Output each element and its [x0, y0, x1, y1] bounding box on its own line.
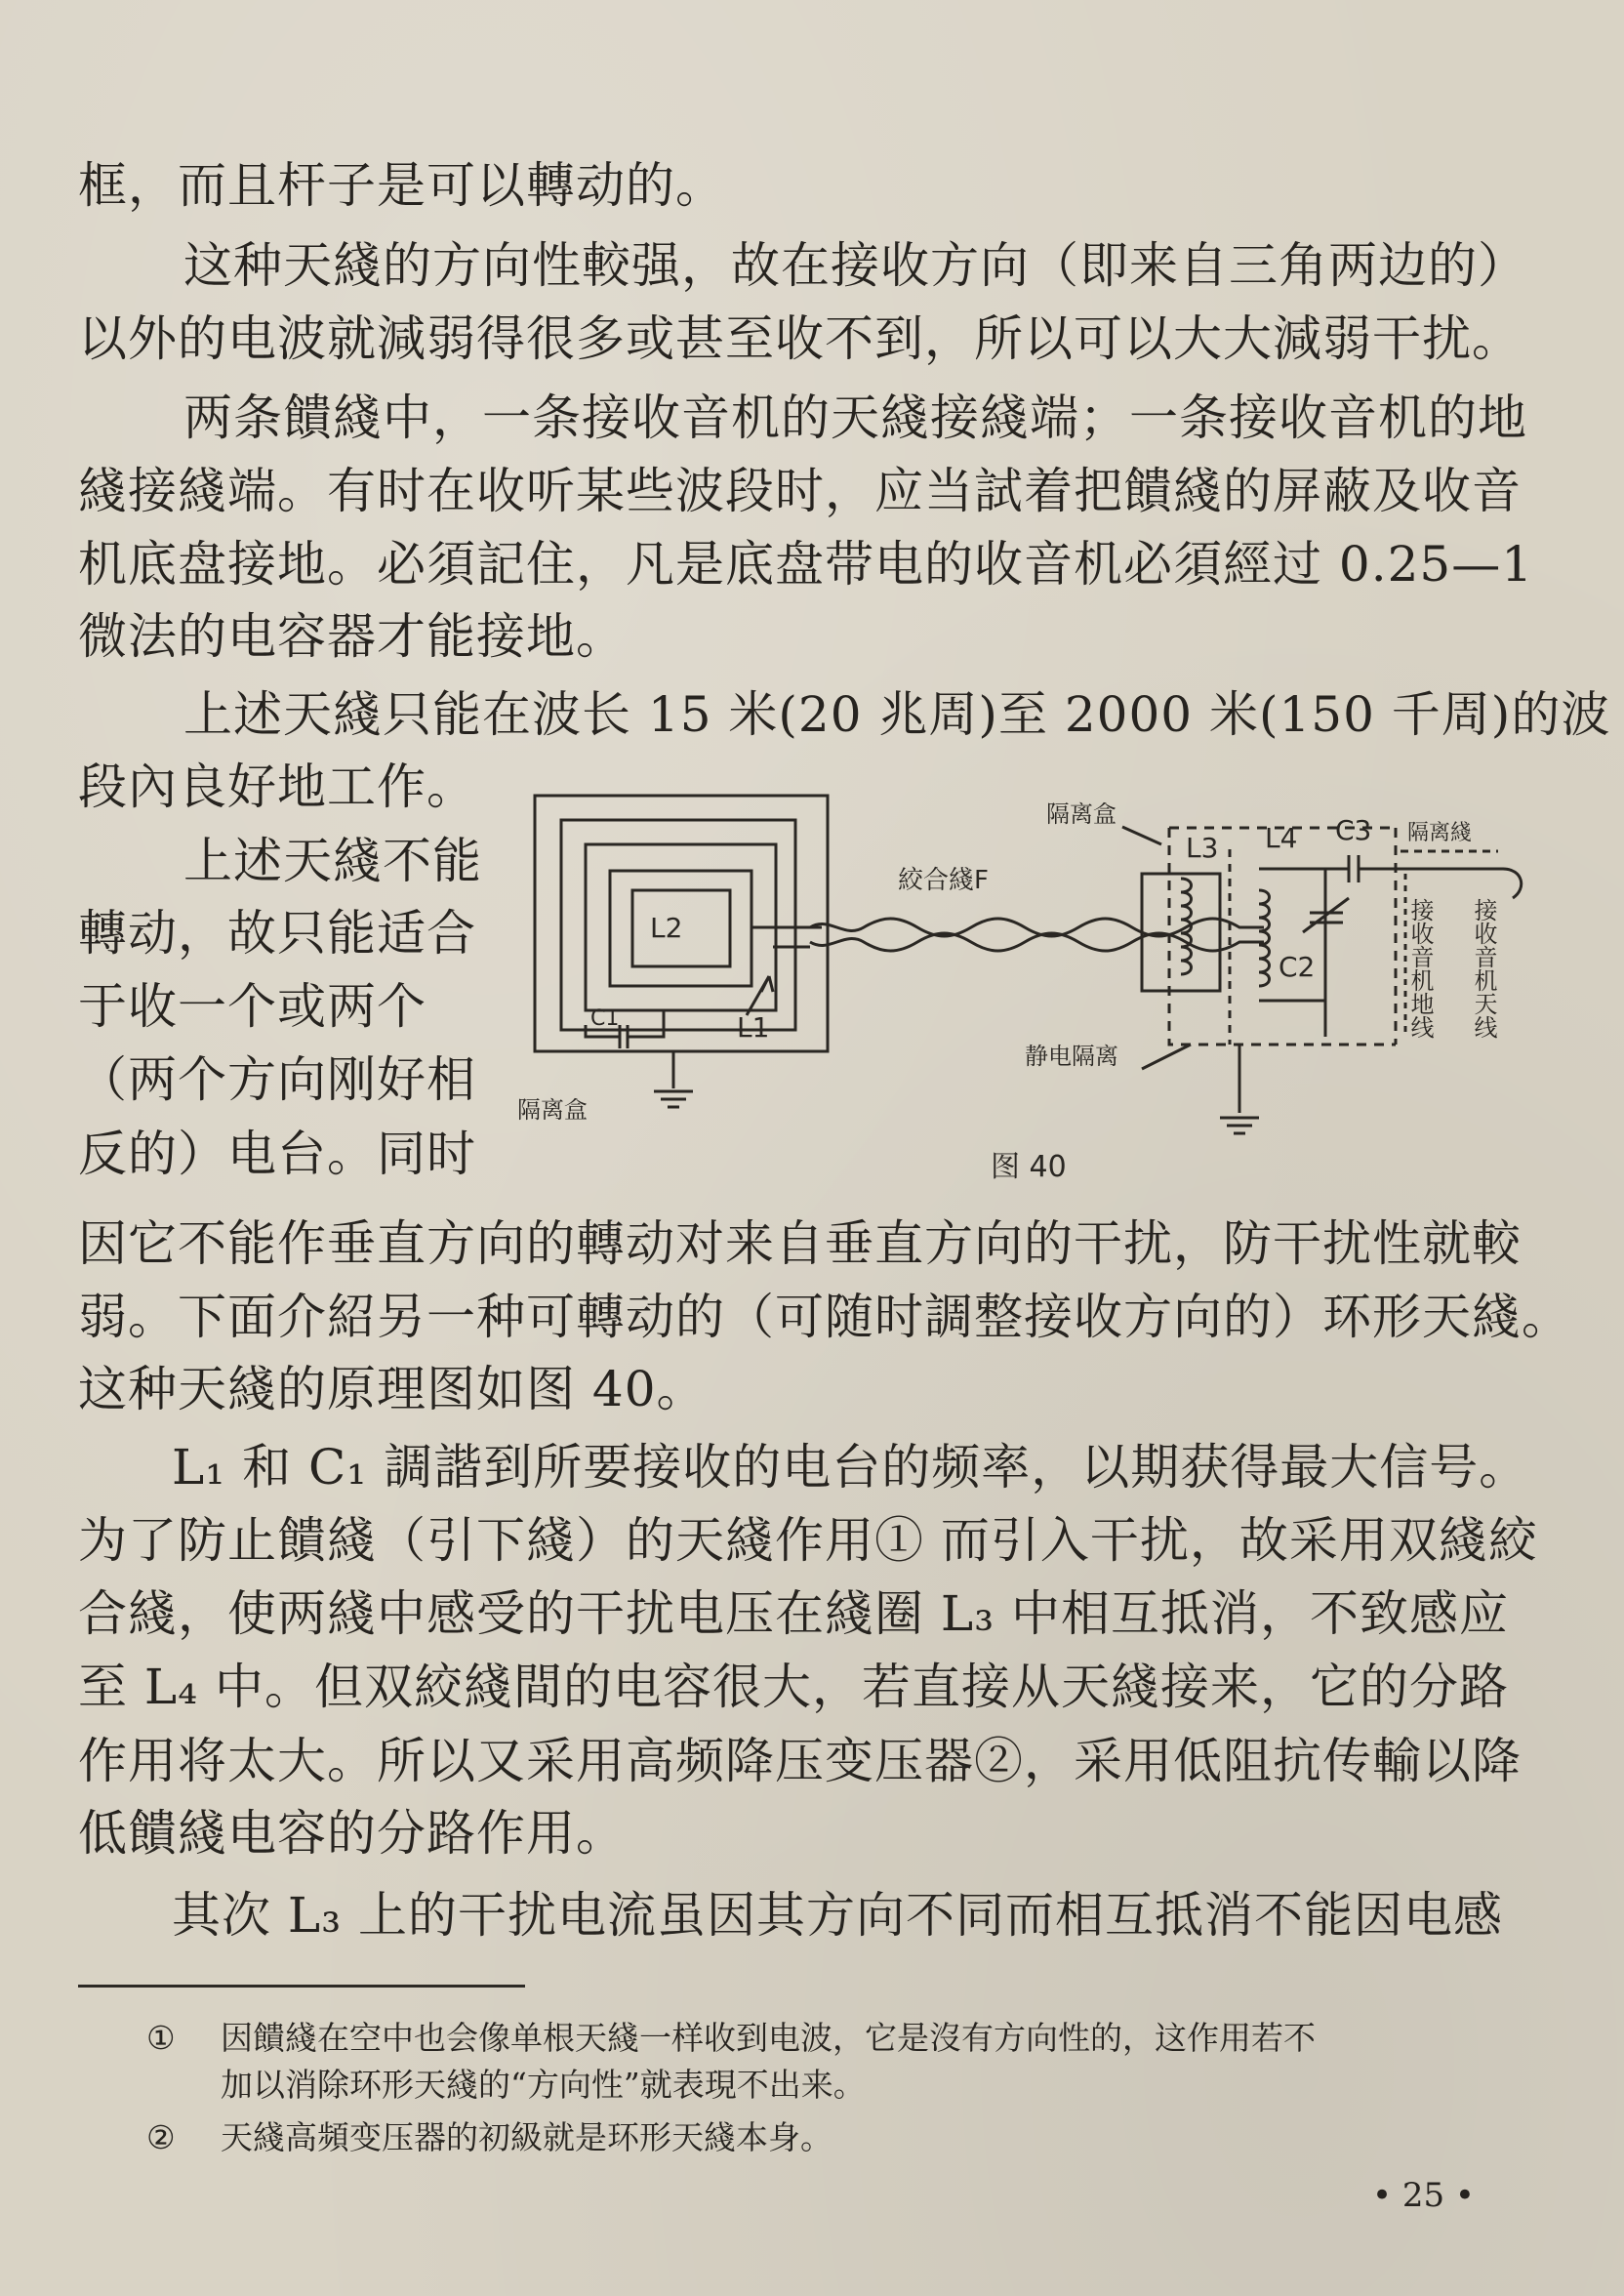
text-line: 上述天綫只能在波长 15 米(20 兆周)至 2000 米(150 千周)的波 — [183, 686, 1611, 743]
text-line: 机底盘接地。必須記住，凡是底盘带电的收音机必須經过 0.25—1 — [78, 536, 1534, 593]
text-line: 因它不能作垂直方向的轉动对来自垂直方向的干扰，防干扰性就較 — [78, 1215, 1522, 1272]
label-shield-line: 隔离綫 — [1407, 821, 1473, 845]
page-number: • 25 • — [1372, 2176, 1475, 2215]
label-c1: C1 — [590, 1006, 620, 1031]
footnote-rule — [78, 1985, 525, 1988]
text-line: 轉动，故只能适合 — [78, 905, 476, 962]
text-line: 为了防止饋綫（引下綫）的天綫作用① 而引入干扰，故采用双綫絞 — [78, 1512, 1538, 1569]
text-line: 低饋綫电容的分路作用。 — [78, 1805, 626, 1862]
text-line: 以外的电波就減弱得很多或甚至收不到，所以可以大大減弱干扰。 — [78, 310, 1522, 367]
label-l3: L3 — [1186, 832, 1219, 864]
label-l1: L1 — [737, 1011, 770, 1044]
footnote-line: 因饋綫在空中也会像单根天綫一样收到电波，它是沒有方向性的，这作用若不 — [221, 2019, 1316, 2057]
text-line: （两个方向刚好相 — [78, 1051, 476, 1108]
text-line: L₁ 和 C₁ 調諧到所要接收的电台的频率，以期获得最大信号。 — [172, 1439, 1529, 1496]
text-line: 合綫，使两綫中感受的干扰电压在綫圈 L₃ 中相互抵消，不致感应 — [78, 1585, 1510, 1642]
text-line: 段內良好地工作。 — [78, 758, 476, 815]
text-line: 这种天綫的方向性較强，故在接收方向（即来自三角两边的） — [183, 237, 1527, 294]
text-line: 反的）电台。同时 — [78, 1126, 476, 1182]
text-line: 上述天綫不能 — [183, 833, 482, 889]
label-twisted-pair: 絞合綫F — [898, 866, 989, 895]
label-c2: C2 — [1279, 951, 1316, 983]
label-l4: L4 — [1265, 822, 1298, 854]
text-line: 其次 L₃ 上的干扰电流虽因其方向不同而相互抵消不能因电感 — [172, 1887, 1504, 1944]
label-l2: L2 — [650, 912, 683, 944]
text-line: 綫接綫端。有时在收听某些波段时，应当試着把饋綫的屏蔽及收音 — [78, 463, 1522, 519]
label-rx-antenna: 接收音机天线 — [1470, 898, 1497, 1039]
label-shield-box-left: 隔离盒 — [517, 1096, 588, 1124]
text-line: 两条饋綫中，一条接收音机的天綫接綫端；一条接收音机的地 — [183, 390, 1527, 446]
text-line: 于收一个或两个 — [78, 978, 426, 1035]
footnote-line: 加以消除环形天綫的“方向性”就表現不出来。 — [221, 2066, 866, 2104]
footnote-mark-2: ② — [146, 2118, 176, 2156]
text-line: 作用将太大。所以又采用高频降压变压器②，采用低阻抗传輸以降 — [78, 1733, 1522, 1789]
figure-caption: 图 40 — [991, 1150, 1067, 1184]
label-shield-box-right: 隔离盒 — [1046, 800, 1116, 828]
footnote-line: 天綫高頻变压器的初級就是环形天綫本身。 — [221, 2118, 832, 2156]
footnote-mark-1: ① — [146, 2019, 176, 2057]
text-line: 至 L₄ 中。但双絞綫間的电容很大，若直接从天綫接来，它的分路 — [78, 1659, 1510, 1715]
text-line: 这种天綫的原理图如图 40。 — [78, 1361, 707, 1417]
text-line: 微法的电容器才能接地。 — [78, 608, 626, 665]
label-electrostatic: 静电隔离 — [1025, 1043, 1118, 1070]
figure-40-diagram — [517, 781, 1562, 1191]
label-rx-ground: 接收音机地线 — [1406, 898, 1434, 1039]
text-line: 框，而且杆子是可以轉动的。 — [78, 157, 725, 214]
text-line: 弱。下面介紹另一种可轉动的（可随时調整接收方向的）环形天綫。 — [78, 1289, 1571, 1345]
label-c3: C3 — [1335, 814, 1372, 846]
